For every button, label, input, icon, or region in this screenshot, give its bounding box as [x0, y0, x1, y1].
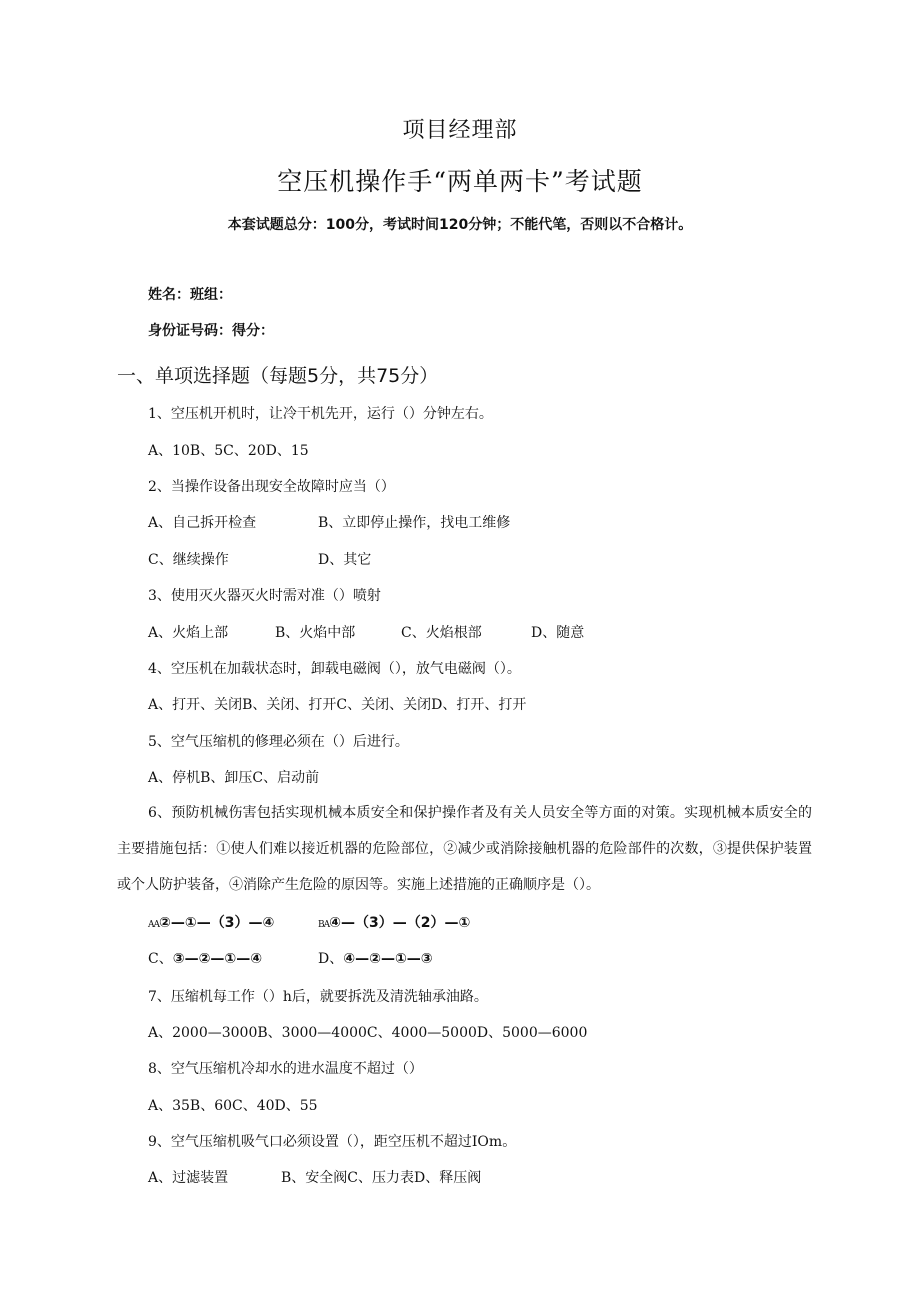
question-6-option-d-text: ④—②—①—③ — [343, 951, 433, 967]
question-6-option-b — [318, 912, 470, 932]
question-3-option-a: A、火焰上部 — [148, 625, 229, 641]
question-2-option-d: D、其它 — [318, 552, 372, 568]
question-2-option-c: C、继续操作 — [148, 552, 229, 568]
section-heading-single-choice: 一、单项选择题（每题5分，共75分） — [117, 365, 439, 387]
question-1: 1、空压机开机时，让冷干机先开，运行（）分钟左右。 — [148, 406, 493, 422]
question-4: 4、空压机在加载状态时，卸载电磁阀（），放气电磁阀（）。 — [148, 661, 521, 677]
question-5: 5、空气压缩机的修理必须在（）后进行。 — [148, 734, 409, 750]
question-9-option-a: A、过滤装置 — [148, 1170, 229, 1186]
id-score-field: 身份证号码：得分： — [148, 323, 274, 339]
question-7-options: A、2000—3000B、3000—4000C、4000—5000D、5000—6000 — [148, 1025, 588, 1041]
question-2-option-b: B、立即停止操作，找电工维修 — [318, 515, 511, 531]
question-6-option-b-prefix: BA — [318, 920, 330, 930]
question-6-option-a — [148, 912, 274, 932]
question-6: 6、预防机械伤害包括实现机械本质安全和保护操作者及有关人员安全等方面的对策。实现机械本质安全的主要措施包括：①使人们难以接近机器的危险部位，②减少或消除接触机器的危险部件的次数，③提供保护装置或个人防护装备，④消除产生危险的原因等。实施上述措施的正确顺序是（）。 — [117, 805, 812, 893]
exam-instructions: 本套试题总分：100分，考试时间120分钟；不能代笔，否则以不合格计。 — [227, 217, 693, 233]
question-3-option-b: B、火焰中部 — [275, 625, 356, 641]
question-8-options: A、35B、60C、40D、55 — [148, 1098, 318, 1114]
question-3-option-c: C、火焰根部 — [401, 625, 482, 641]
question-6-option-d-prefix: D、 — [318, 951, 344, 967]
question-6-option-a-prefix: AA — [148, 920, 159, 930]
question-2: 2、当操作设备出现安全故障时应当（） — [148, 479, 395, 495]
question-6-option-a-text: ②—①—（3）—④ — [159, 915, 275, 931]
question-5-options: A、停机B、卸压C、启动前 — [148, 770, 320, 786]
question-6-option-c-text: ③—②—①—④ — [172, 951, 263, 967]
question-9-other-options: B、安全阀C、压力表D、释压阀 — [281, 1170, 482, 1186]
department-title: 项目经理部 — [402, 118, 518, 143]
question-2-option-a: A、自己拆开检查 — [148, 515, 257, 531]
question-6-option-b-text: ④—（3）—（2）—① — [329, 915, 471, 931]
question-1-options: A、10B、5C、20D、15 — [148, 443, 309, 459]
question-6-option-c — [148, 948, 262, 968]
name-group-field: 姓名：班组： — [148, 287, 232, 303]
question-3: 3、使用灭火器灭火时需对准（）喷射 — [148, 588, 381, 604]
question-9: 9、空气压缩机吸气口必须设置（），距空压机不超过IOm。 — [148, 1134, 517, 1150]
question-4-options: A、打开、关闭B、关闭、打开C、关闭、关闭D、打开、打开 — [148, 697, 527, 713]
question-7: 7、压缩机每工作（）h后，就要拆洗及清洗轴承油路。 — [148, 989, 488, 1005]
exam-title: 空压机操作手“两单两卡”考试题 — [277, 167, 643, 196]
question-6-option-d — [318, 948, 433, 968]
question-6-option-c-prefix: C、 — [148, 951, 173, 967]
question-8: 8、空气压缩机冷却水的进水温度不超过（） — [148, 1061, 423, 1077]
question-3-option-d: D、随意 — [531, 625, 585, 641]
